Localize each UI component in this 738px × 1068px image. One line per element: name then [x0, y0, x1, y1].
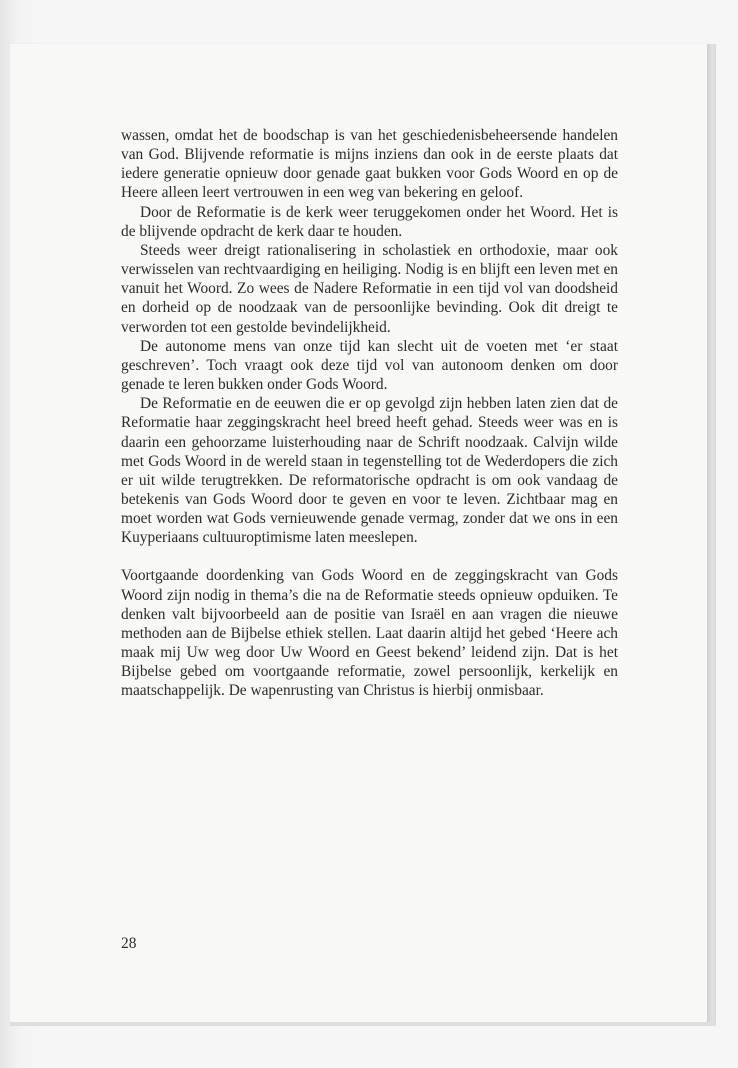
paragraph: Voortgaande doordenking van Gods Woord en de zeggingskracht van Gods Woord zijn nodig in thema’s die na de Reformatie steeds opnieuw opduiken. Te denken valt bijvoorbeeld aan de positie van Israël en aan vragen die nieuwe methoden aan de Bijbelse ethiek stellen. Laat daarin altijd het gebed ‘Heere ach maak mij Uw weg door Uw Woord en Geest bekend’ leidend zijn. Dat is het Bijbelse gebed om voortgaande reformatie, zowel persoonlijk, kerkelijk en maatschappelijk. De wapenrusting van Christus is hierbij onmisbaar. [121, 567, 618, 700]
paragraph: De autonome mens van onze tijd kan slecht uit de voeten met ‘er staat geschreven’. Toch vraagt ook deze tijd vol van autonoom denken om door genade te leren bukken onder Gods Woord. [121, 337, 618, 394]
page-bottom-edge [10, 1022, 716, 1026]
paragraph: Steeds weer dreigt rationalisering in scholastiek en orthodoxie, maar ook verwisselen van rechtvaardiging en heiliging. Nodig is en blijft een leven met en vanuit het Woord. Zo wees de Nadere Reformatie in een tijd vol van doodsheid en dorheid op de noodzaak van de persoonlijke bevinding. Ook dit dreigt te verworden tot een gestolde bevindelijkheid. [121, 241, 618, 336]
paragraph: De Reformatie en de eeuwen die er op gevolgd zijn hebben laten zien dat de Reformatie haar zeggingskracht heel breed heeft gehad. Steeds weer was en is daarin een gehoorzame luisterhouding naar de Schrift noodzaak. Calvijn wilde met Gods Woord in de wereld staan in tegenstelling tot de Wederdopers die zich er uit wilde terugtrekken. De reformatorische opdracht is om ook vandaag de betekenis van Gods Woord door te geven en voor te leven. Zichtbaar mag en moet worden wat Gods vernieuwende genade vermag, zonder dat we ons in een Kuyperiaans cultuuroptimisme laten meeslepen. [121, 395, 618, 547]
page-number: 28 [121, 935, 137, 952]
page-edge [707, 44, 716, 1022]
body-text [121, 126, 618, 701]
paragraph: Door de Reformatie is de kerk weer teruggekomen onder het Woord. Het is de blijvende opdracht de kerk daar te houden. [121, 203, 618, 240]
paragraph: wassen, omdat het de boodschap is van het geschiedenisbeheersende handelen van God. Blijvende reformatie is mijns inziens dan ook in de eerste plaats dat iedere generatie opnieuw door genade gaat bukken voor Gods Woord en op de Heere alleen leert vertrouwen in een weg van bekering en geloof. [121, 127, 618, 202]
